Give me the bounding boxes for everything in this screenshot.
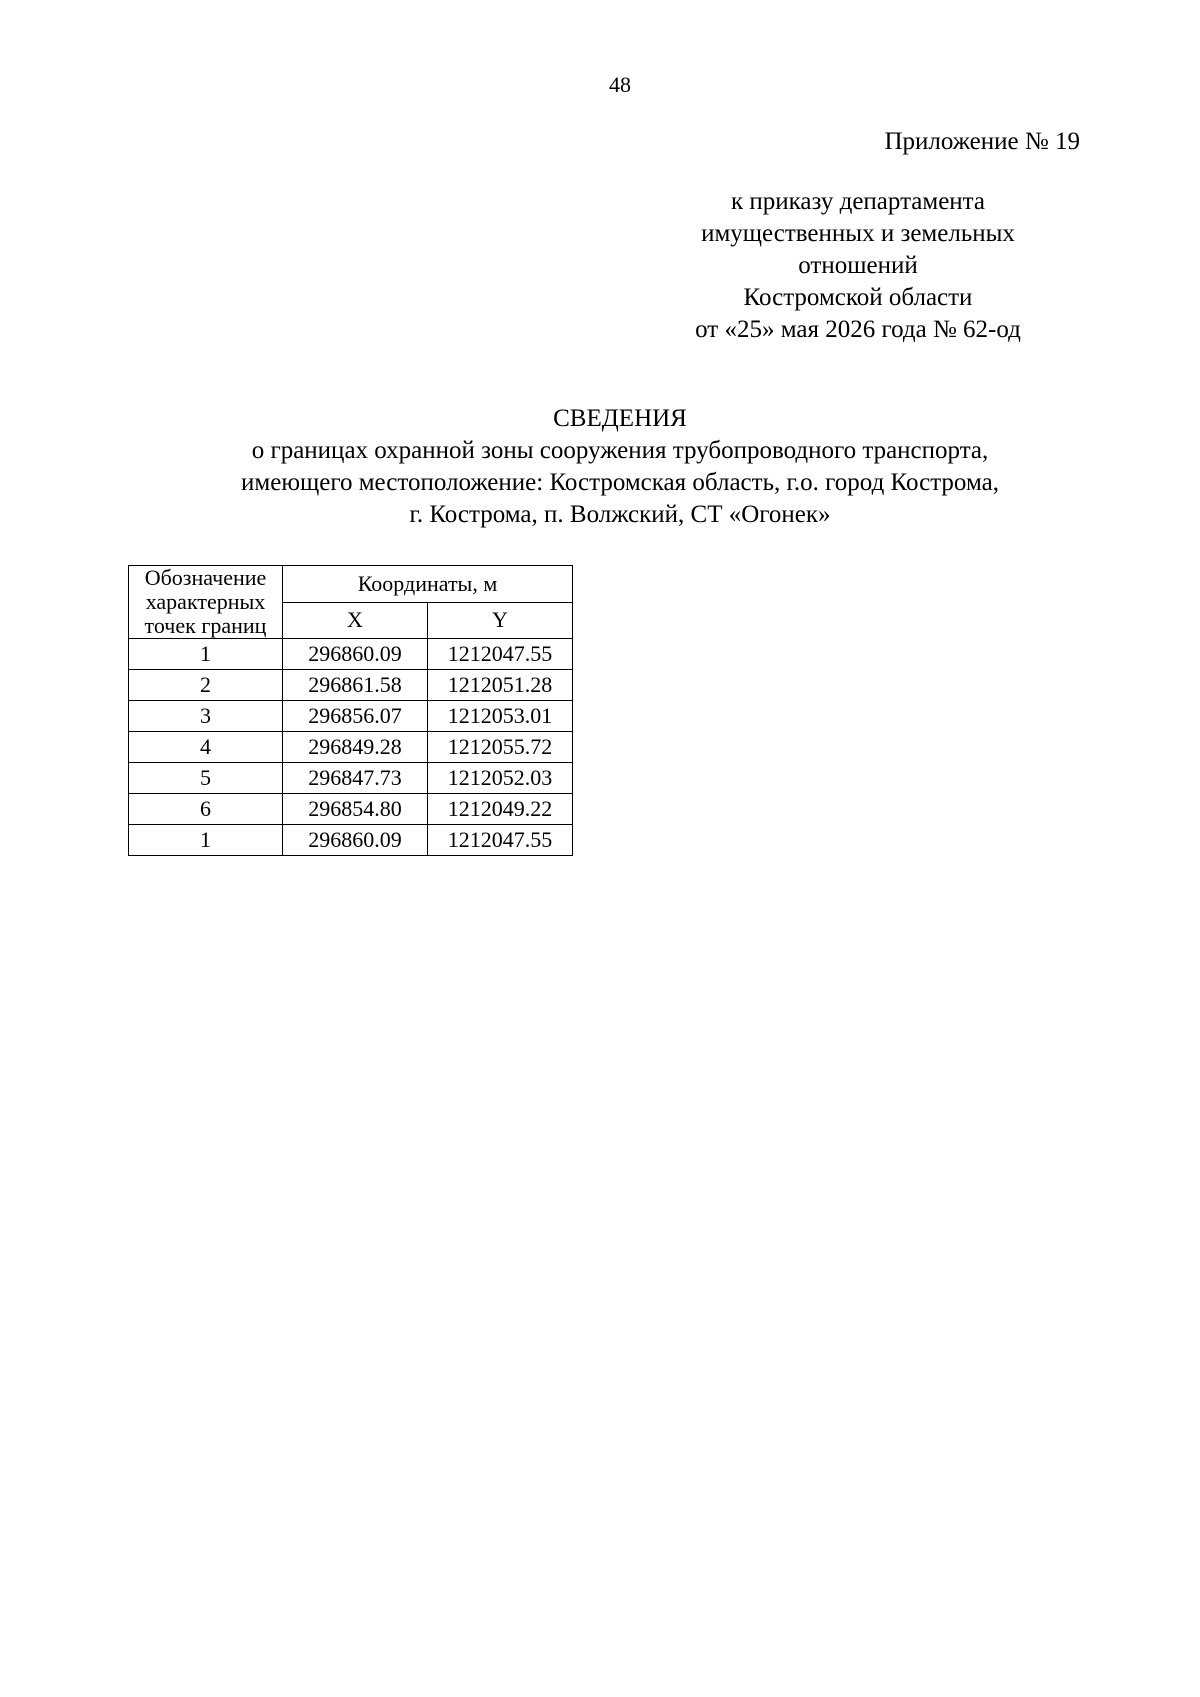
- table-row: [129, 732, 573, 763]
- y-cell: 1212051.28: [428, 670, 573, 701]
- table-header-row: [129, 566, 573, 603]
- appendix-title: Приложение № 19: [884, 128, 1080, 155]
- y-cell: 1212047.55: [428, 825, 573, 856]
- heading-title: СВЕДЕНИЯ: [553, 405, 687, 432]
- x-cell: 296860.09: [283, 639, 428, 670]
- heading-line-3: г. Кострома, п. Волжский, СТ «Огонек»: [409, 501, 831, 528]
- x-cell: 296854.80: [283, 794, 428, 825]
- x-cell: 296860.09: [283, 825, 428, 856]
- y-cell: 1212053.01: [428, 701, 573, 732]
- y-cell: 1212049.22: [428, 794, 573, 825]
- point-cell: 6: [129, 794, 283, 825]
- order-line-2: имущественных и земельных: [701, 220, 1015, 247]
- point-header-line: точек границ: [144, 613, 267, 638]
- table-row: [129, 639, 573, 670]
- table-row: [129, 763, 573, 794]
- y-cell: 1212052.03: [428, 763, 573, 794]
- coordinates-table: [128, 565, 573, 856]
- order-line-5: от «25» мая 2026 года № 62-од: [695, 316, 1021, 343]
- heading-line-1: о границах охранной зоны сооружения трубопроводного транспорта,: [251, 437, 989, 464]
- table-row: [129, 670, 573, 701]
- document-heading: [0, 403, 1200, 531]
- x-cell: 296847.73: [283, 763, 428, 794]
- point-header-line: характерных: [145, 589, 266, 614]
- order-reference: [628, 186, 1088, 346]
- x-cell: 296849.28: [283, 732, 428, 763]
- x-cell: 296861.58: [283, 670, 428, 701]
- heading-line-2: имеющего местоположение: Костромская область, г.о. город Кострома,: [241, 469, 999, 496]
- page-number: 48: [609, 72, 631, 97]
- y-cell: 1212055.72: [428, 732, 573, 763]
- point-cell: 5: [129, 763, 283, 794]
- x-cell: 296856.07: [283, 701, 428, 732]
- table-row: [129, 825, 573, 856]
- point-column-header: [129, 566, 283, 639]
- point-header-line: Обозначение: [144, 565, 267, 590]
- point-cell: 2: [129, 670, 283, 701]
- table-row: [129, 701, 573, 732]
- order-line-3: отношений: [798, 252, 918, 279]
- y-cell: 1212047.55: [428, 639, 573, 670]
- point-cell: 1: [129, 825, 283, 856]
- order-line-1: к приказу департамента: [730, 188, 986, 215]
- x-column-header: X: [283, 602, 428, 639]
- point-cell: 4: [129, 732, 283, 763]
- coordinates-header: Координаты, м: [283, 566, 573, 603]
- order-line-4: Костромской области: [743, 284, 973, 311]
- point-cell: 1: [129, 639, 283, 670]
- point-cell: 3: [129, 701, 283, 732]
- table-row: [129, 794, 573, 825]
- y-column-header: Y: [428, 602, 573, 639]
